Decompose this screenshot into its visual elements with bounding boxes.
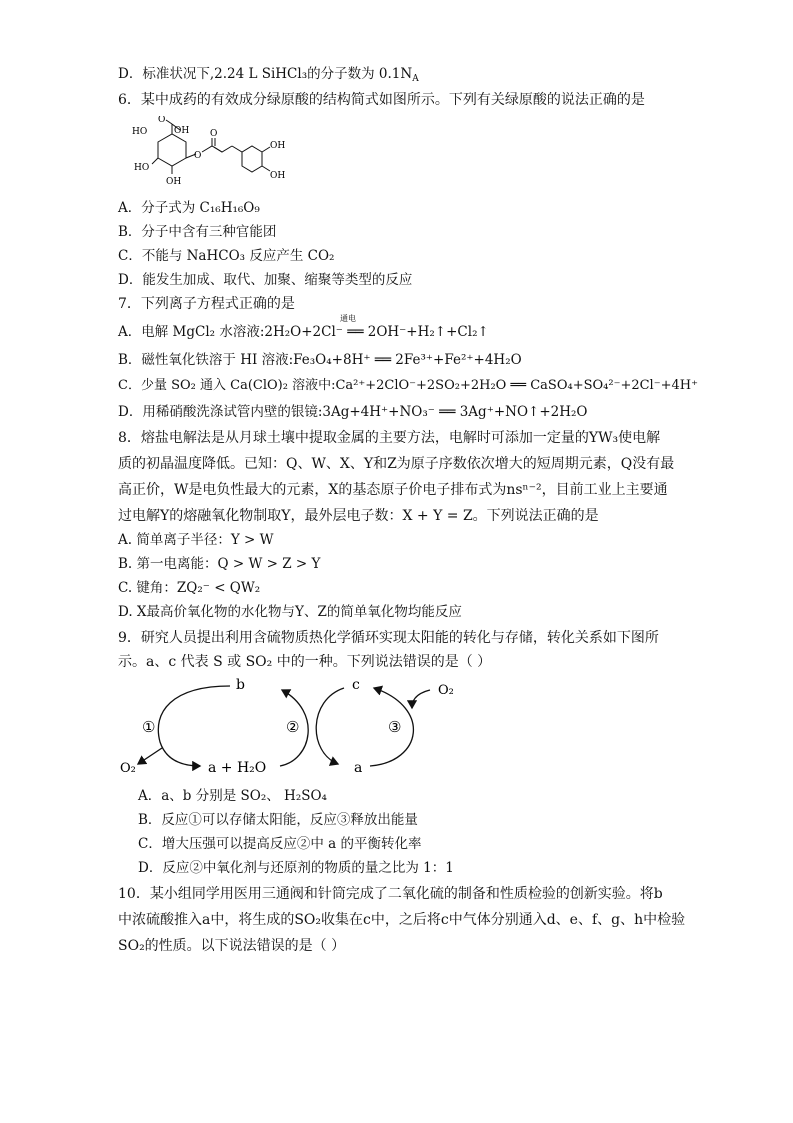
q9-option-b: B．反应①可以存储太阳能，反应③释放出能量: [138, 812, 418, 828]
cycle-reaction-2: ②: [286, 718, 300, 736]
structure-label-oh-bottom: OH: [166, 177, 182, 187]
question-8-line-1: 8．熔盐电解法是从月球土壤中提取金属的主要方法，电解时可添加一定量的YW₃使电解: [118, 430, 661, 446]
question-9-line-2: 示。a、c 代表 S 或 SO₂ 中的一种。下列说法错误的是（ ）: [118, 654, 492, 670]
question-10-line-3: SO₂的性质。以下说法错误的是（ ）: [118, 938, 346, 954]
cycle-node-a-h2o: a + H₂O: [208, 760, 267, 776]
q8-option-a: A. 简单离子半径：Y > W: [118, 532, 274, 548]
structure-label-ho-left: HO: [134, 163, 150, 173]
structure-label-o-carbonyl: O: [210, 129, 218, 139]
q9-option-c: C．增大压强可以提高反应②中 a 的平衡转化率: [138, 836, 422, 852]
question-7-stem: 7．下列离子方程式正确的是: [118, 296, 295, 312]
q7-option-a: A．电解 MgCl₂ 水溶液:2H₂O+2Cl⁻ ══ 2OH⁻+H₂↑+Cl₂↑: [118, 324, 489, 340]
question-6-stem: 6．某中成药的有效成分绿原酸的结构简式如图所示。下列有关绿原酸的说法正确的是: [118, 92, 645, 108]
sulfur-cycle-diagram: [112, 672, 472, 780]
q8-option-b: B. 第一电离能：Q > W > Z > Y: [118, 556, 321, 572]
chlorogenic-acid-structure: [128, 116, 288, 198]
q7a-condition: 通电: [340, 314, 356, 323]
cycle-node-c: c: [352, 677, 360, 693]
q6-option-c: C．不能与 NaHCO₃ 反应产生 CO₂: [118, 248, 335, 264]
structure-label-oh-top: OH: [174, 126, 190, 136]
question-8-line-3: 高正价，W是电负性最大的元素，X的基态原子价电子排布式为nsⁿ⁻²，目前工业上主要通: [118, 482, 668, 498]
q8-option-d: D. X最高价氧化物的水化物与Y、Z的简单氧化物均能反应: [118, 604, 462, 620]
question-8-line-4: 过电解Y的熔融氧化物制取Y，最外层电子数：X + Y = Z。下列说法正确的是: [118, 508, 599, 524]
cycle-o2-left: O₂: [120, 761, 136, 776]
q7-option-b: B．磁性氧化铁溶于 HI 溶液:Fe₃O₄+8H⁺ ══ 2Fe³⁺+Fe²⁺+4H₂O: [118, 352, 522, 368]
q6-option-d: D．能发生加成、取代、加聚、缩聚等类型的反应: [118, 272, 413, 288]
cycle-node-b: b: [236, 677, 245, 693]
q6-option-a: A．分子式为 C₁₆H₁₆O₉: [118, 200, 260, 216]
question-10-line-1: 10．某小组同学用医用三通阀和针筒完成了二氧化硫的制备和性质检验的创新实验。将b: [118, 886, 663, 902]
q8-option-c: C. 键角：ZQ₂⁻ < QW₂: [118, 580, 261, 596]
question-10-line-2: 中浓硫酸推入a中，将生成的SO₂收集在c中，之后将c中气体分别通入d、e、f、g、h中检验: [118, 912, 686, 928]
structure-label-oh-ar1: OH: [270, 141, 286, 151]
structure-label-o-ester: O: [194, 151, 202, 161]
q7-option-d: D．用稀硝酸洗涤试管内壁的银镜:3Ag+4H⁺+NO₃⁻ ══ 3Ag⁺+NO↑+2H₂O: [118, 404, 588, 420]
structure-label-oh-ar2: OH: [270, 171, 286, 181]
q9-option-a: A．a、b 分别是 SO₂、 H₂SO₄: [138, 788, 327, 804]
cycle-reaction-1: ①: [142, 718, 156, 736]
cycle-reaction-3: ③: [388, 718, 402, 736]
q6-option-b: B．分子中含有三种官能团: [118, 224, 277, 240]
cycle-node-a: a: [354, 760, 363, 776]
question-9-line-1: 9．研究人员提出利用含硫物质热化学循环实现太阳能的转化与存储，转化关系如下图所: [118, 630, 659, 646]
question-8-line-2: 质的初晶温度降低。已知：Q、W、X、Y和Z为原子序数依次增大的短周期元素，Q没有最: [118, 456, 675, 472]
q9-option-d: D．反应②中氧化剂与还原剂的物质的量之比为 1：1: [138, 860, 454, 876]
structure-label-ho1: HO: [132, 127, 148, 137]
structure-label-o-acid: O: [158, 116, 166, 125]
option-d-previous: D．标准状况下,2.24 L SiHCl₃的分子数为 $0.1N_A$: [118, 66, 419, 84]
q7-option-c: C．少量 SO₂ 通入 Ca(ClO)₂ 溶液中:Ca²⁺+2ClO⁻+2SO₂+2H₂O ══ CaSO₄+SO₄²⁻+2Cl⁻+4H⁺: [118, 378, 698, 393]
cycle-o2-right: O₂: [438, 683, 454, 698]
